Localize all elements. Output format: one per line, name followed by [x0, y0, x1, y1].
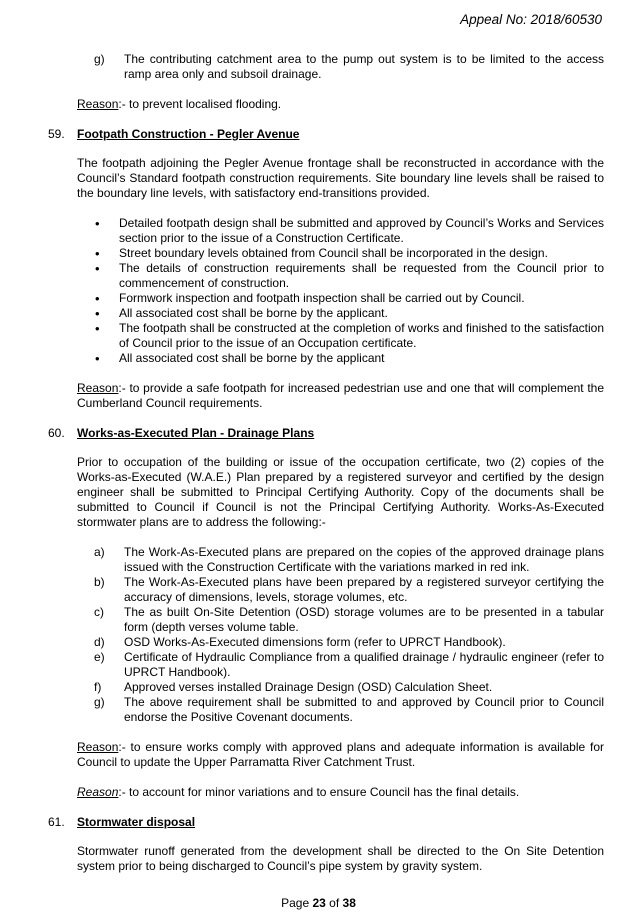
list-item-label: e): [94, 650, 105, 664]
bullet-text: All associated cost shall be borne by the applicant: [119, 351, 385, 365]
list-item: [48, 605, 604, 635]
bullet-icon: •: [95, 306, 100, 321]
section-title: Stormwater disposal: [77, 815, 196, 829]
bullet-icon: •: [95, 351, 100, 366]
section-title: Works-as-Executed Plan - Drainage Plans: [77, 426, 315, 440]
reason-label: Reason: [77, 97, 119, 111]
bullet-item: [77, 261, 604, 291]
reason-text: :- to provide a safe footpath for increased pedestrian use and one that will complement the Cumberland Council requirements.: [77, 381, 604, 410]
bullet-item: [77, 306, 604, 321]
bullet-text: The footpath shall be constructed at the completion of works and finished to the satisfaction of Council prior to the issue of an Occupation certificate.: [119, 321, 604, 350]
section-paragraph: Stormwater runoff generated from the development shall be directed to the On Site Detention system prior to being discharged to Council’s pipe system by gravity system.: [77, 844, 604, 873]
bullet-icon: •: [95, 216, 100, 231]
section-paragraph: The footpath adjoining the Pegler Avenue frontage shall be reconstructed in accordance with the Council’s Standard footpath construction requirements. Site boundary line levels shall be raised to the boundary line levels, with satisfactory end-transitions provided.: [77, 156, 604, 200]
section-heading-59: [48, 127, 604, 142]
footer-page-number: 23: [312, 896, 326, 910]
list-item-label: b): [94, 575, 105, 589]
reason-text: :- to account for minor variations and to ensure Council has the final details.: [118, 785, 520, 799]
list-item-text: Certificate of Hydraulic Compliance from a qualified drainage / hydraulic engineer (refer to UPRCT Handbook).: [124, 650, 604, 679]
section-number: 59.: [48, 127, 65, 141]
bullet-item: [77, 216, 604, 246]
bullet-icon: •: [95, 321, 100, 336]
list-item-label: g): [94, 695, 105, 709]
reason-label: Reason: [77, 785, 119, 799]
reason-label: Reason: [77, 381, 119, 395]
bullet-icon: •: [95, 261, 100, 276]
list-item: [48, 695, 604, 725]
bullet-icon: •: [95, 291, 100, 306]
list-item-label: g): [94, 52, 105, 66]
bullet-text: All associated cost shall be borne by the applicant.: [119, 306, 388, 320]
bullet-item: [77, 351, 604, 366]
list-item: [48, 650, 604, 680]
page-footer: [0, 896, 637, 910]
list-item-label: c): [94, 605, 104, 619]
reason-text: :- to prevent localised flooding.: [118, 97, 282, 111]
footer-prefix: Page: [281, 896, 313, 910]
list-item-text: The above requirement shall be submitted to and approved by Council prior to Council endorse the Positive Covenant documents.: [124, 695, 604, 724]
bullet-list: [48, 216, 604, 366]
list-item: [48, 680, 604, 695]
bullet-item: [77, 291, 604, 306]
list-item-text: OSD Works-As-Executed dimensions form (refer to UPRCT Handbook).: [124, 635, 506, 649]
section-heading-60: [48, 426, 604, 441]
reason-label: Reason: [77, 740, 119, 754]
reason-line: [48, 97, 604, 112]
bullet-text: Formwork inspection and footpath inspection shall be carried out by Council.: [119, 291, 525, 305]
list-item: [48, 635, 604, 650]
list-item-label: f): [94, 680, 102, 694]
list-item: [48, 575, 604, 605]
appeal-number: Appeal No: 2018/60530: [460, 12, 602, 27]
list-item-text: The as built On-Site Detention (OSD) storage volumes are to be presented in a tabular form (depth verses volume table.: [124, 605, 604, 634]
lettered-list: [48, 545, 604, 725]
list-item: [48, 52, 604, 82]
footer-of: of: [325, 896, 343, 910]
bullet-text: The details of construction requirements shall be requested from the Council prior to commencement of construction.: [119, 261, 604, 290]
list-item-text: The Work-As-Executed plans have been prepared by a registered surveyor certifying the accuracy of dimensions, levels, storage volumes, etc.: [124, 575, 604, 604]
list-item-label: d): [94, 635, 105, 649]
bullet-icon: •: [95, 246, 100, 261]
bullet-item: [77, 246, 604, 261]
list-item-label: a): [94, 545, 105, 559]
reason-line: [48, 785, 604, 800]
bullet-text: Detailed footpath design shall be submitted and approved by Council’s Works and Services section prior to the issue of a Construction Certificate.: [119, 216, 604, 245]
footer-total-pages: 38: [342, 896, 356, 910]
reason-text: :- to ensure works comply with approved plans and adequate information is available for Council to update the Upper Parramatta River Catchment Trust.: [77, 740, 604, 769]
bullet-text: Street boundary levels obtained from Council shall be incorporated in the design.: [119, 246, 548, 260]
reason-line: [48, 381, 604, 411]
reason-line: [48, 740, 604, 770]
list-item-text: Approved verses installed Drainage Design (OSD) Calculation Sheet.: [124, 680, 493, 694]
section-paragraph: Prior to occupation of the building or issue of the occupation certificate, two (2) copies of the Works-as-Executed (W.A.E.) Plan prepared by a registered surveyor and certified by the design engineer shall be submitted to Principal Certifying Authority. Copy of the documents shall be submitted to Council if Council is not the Principal Certifying Authority. Works-As-Executed stormwater plans are to address the following:-: [77, 455, 604, 529]
section-number: 60.: [48, 426, 65, 440]
page-content: [48, 52, 604, 874]
list-item-text: The Work-As-Executed plans are prepared on the copies of the approved drainage plans issued with the Construction Certificate with the variations marked in red ink.: [124, 545, 604, 574]
bullet-item: [77, 321, 604, 351]
section-number: 61.: [48, 815, 65, 829]
section-heading-61: [48, 815, 604, 830]
list-item: [48, 545, 604, 575]
section-title: Footpath Construction - Pegler Avenue: [77, 127, 300, 141]
list-item-text: The contributing catchment area to the pump out system is to be limited to the access ramp area only and subsoil drainage.: [124, 52, 604, 81]
